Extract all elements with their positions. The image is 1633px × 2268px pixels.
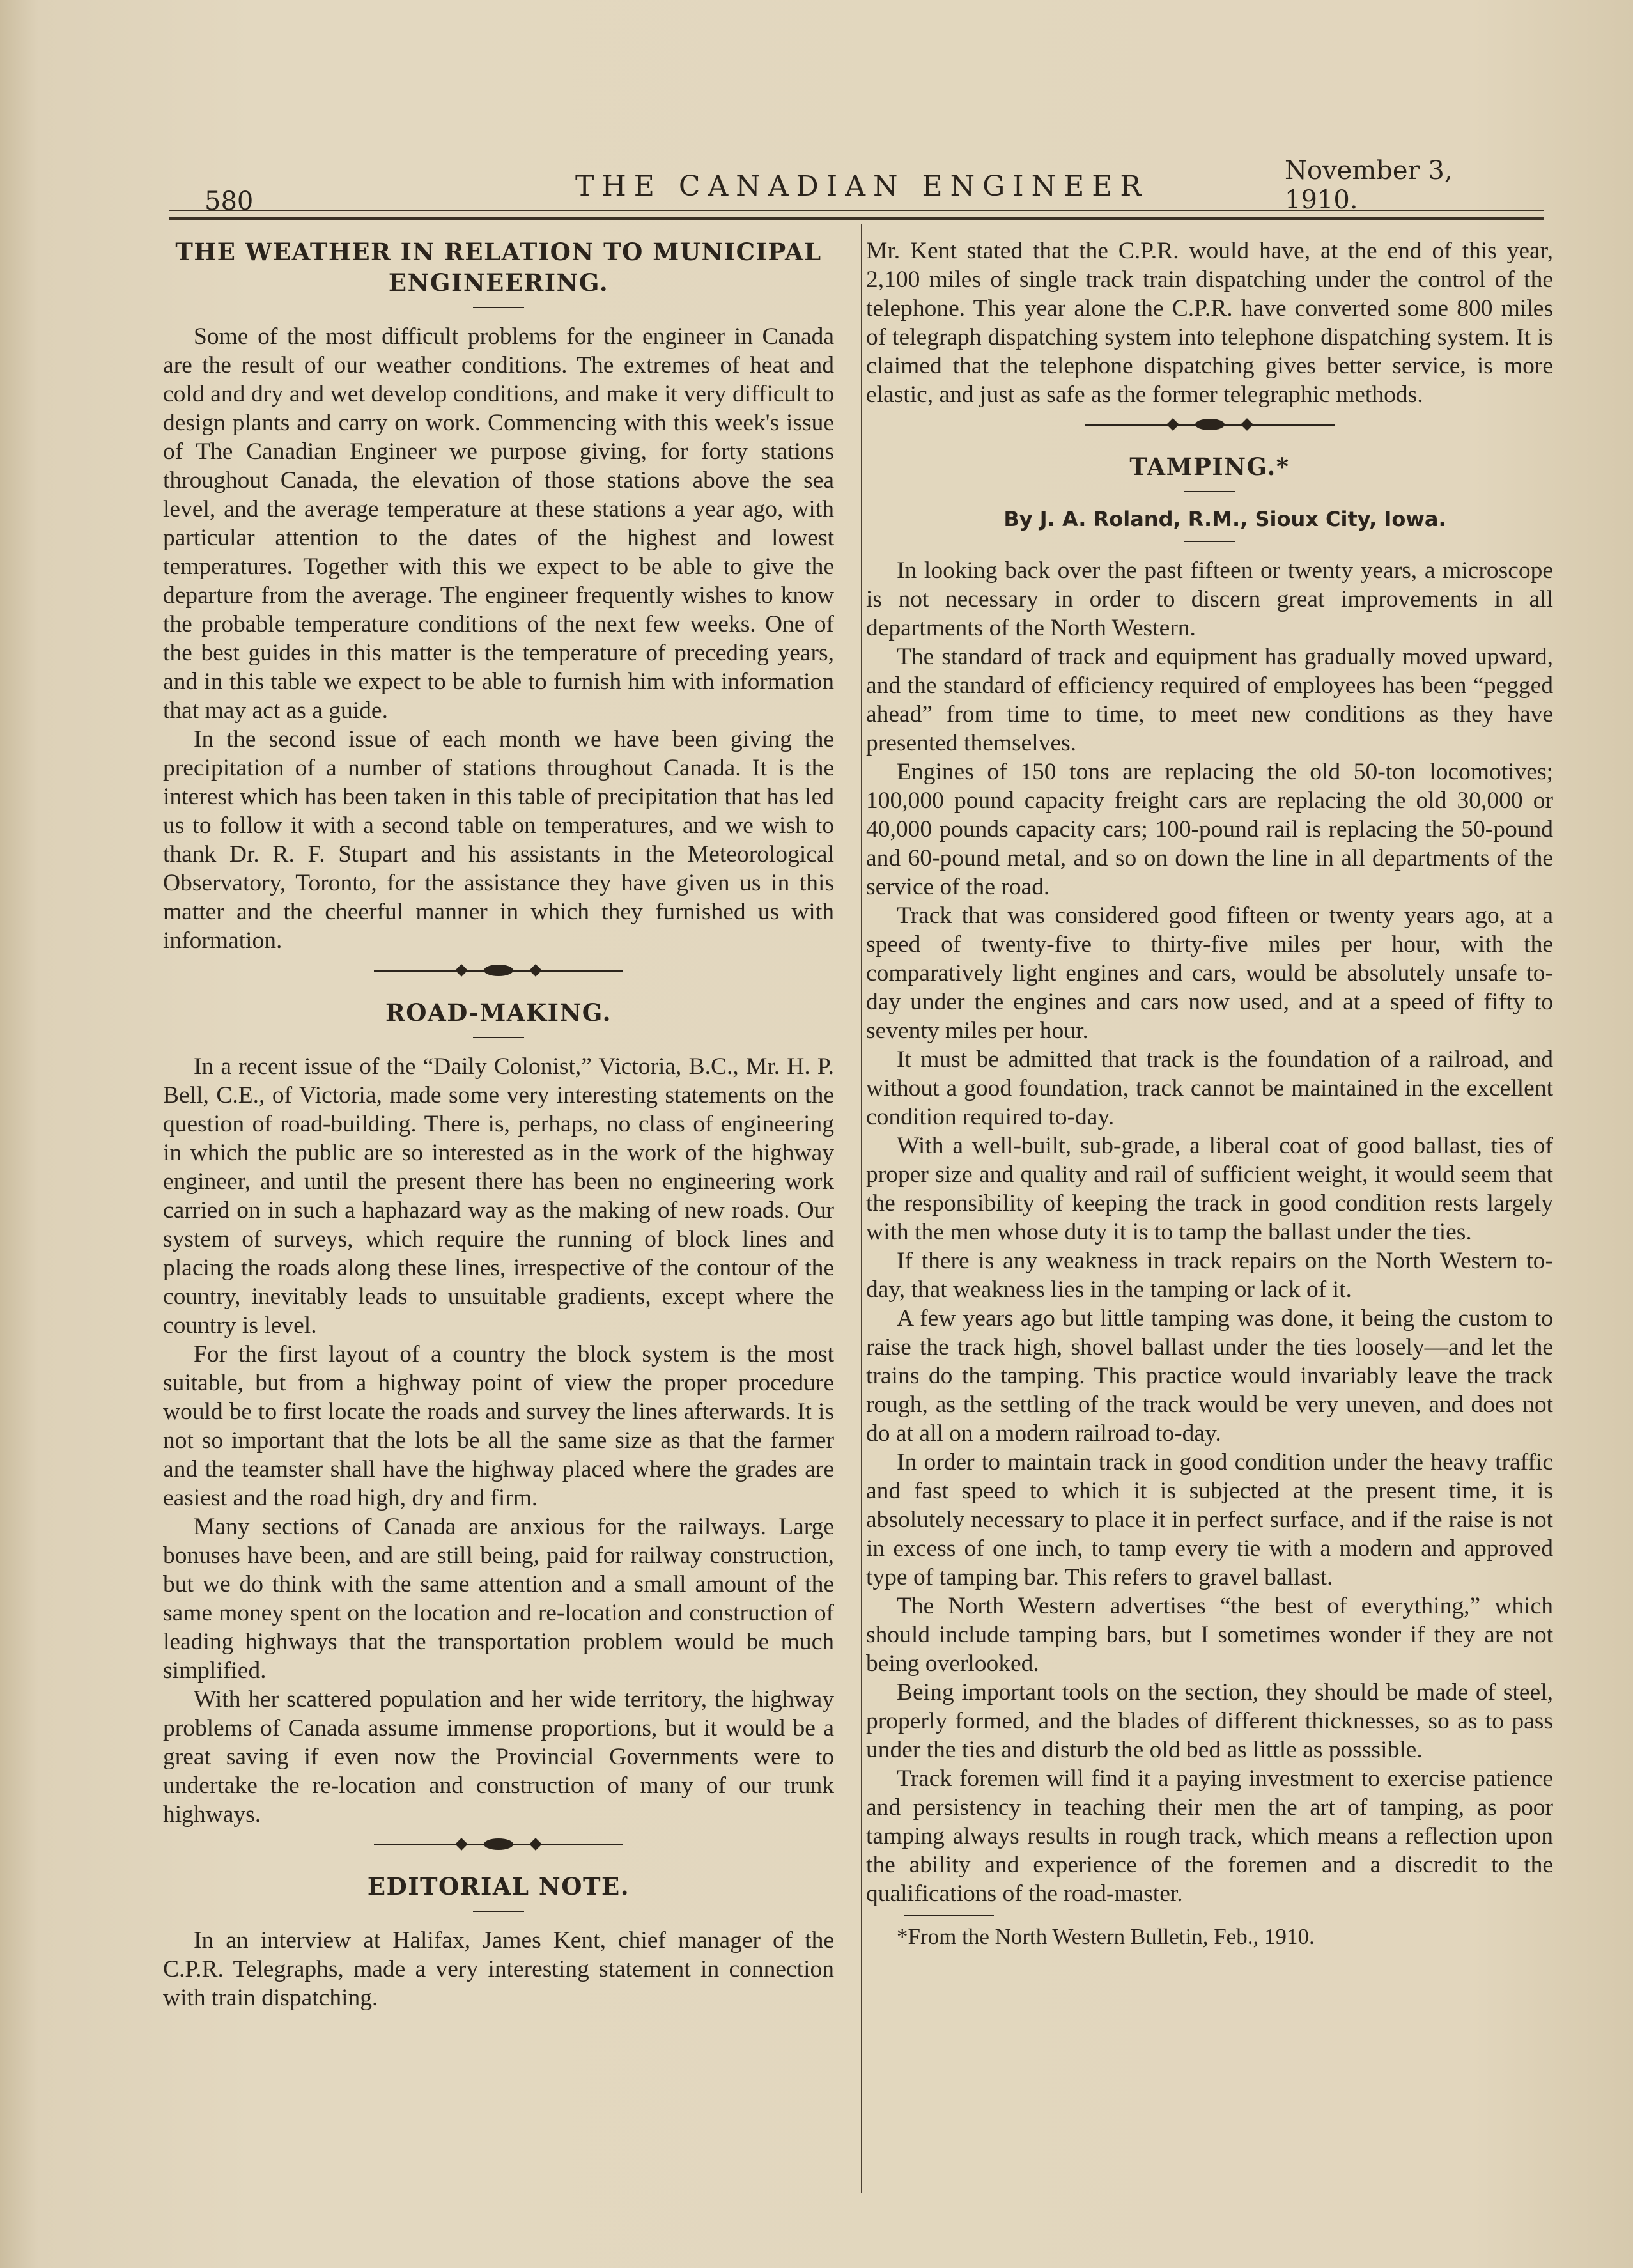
editorial-note-title: EDITORIAL NOTE. xyxy=(367,1872,630,1900)
road-making-paragraph: With her scattered population and her wide territory, the highway problems of Canada assume immense proportions, but it would be a great saving if even now the Provincial Governments were to undertake the re-location and construction of many of our trunk highways. xyxy=(163,1686,834,1828)
journal-title: THE CANADIAN ENGINEER xyxy=(575,170,1149,203)
page-number: 580 xyxy=(205,187,254,216)
page-header xyxy=(205,147,1515,217)
byline-rule xyxy=(1184,541,1235,542)
road-making-paragraph: For the first layout of a country the block system is the most suitable, but from a highway point of view the proper procedure would be to first locate the roads and survey the lines afterwards. It is not so important that the lots be all the same size as that the farmer and the teamster shall have the highway placed where the grades are easiest and the road high, dry and firm. xyxy=(163,1341,834,1511)
header-rule-thin xyxy=(169,210,1544,211)
tamping-paragraph: The North Western advertises “the best of everything,” which should include tamping bars, but I sometimes wonder if they are not being overlooked. xyxy=(866,1593,1553,1677)
section-ornament xyxy=(374,1835,623,1854)
tamping-paragraph: In order to maintain track in good condition under the heavy traffic and fast speed to which it is subjected at the present time, it is absolutely necessary to place it in perfect surface, and if the raise is not in excess of one inch, to tamp every tie with a modern and approved type of tamping bar. This refers to gravel ballast. xyxy=(866,1449,1553,1590)
tamping-paragraph: Track foremen will find it a paying investment to exercise patience and persistency in teaching their men the art of tamping, as poor tamping always results in rough track, which means a reflection upon the ability and experience of the foremen and a discredit to the qualifications of the road-master. xyxy=(866,1766,1553,1907)
editorial-paragraph: In an interview at Halifax, James Kent, chief manager of the C.P.R. Telegraphs, made a very interesting statement in connection with train dispatching. xyxy=(163,1927,834,2011)
road-making-paragraph: Many sections of Canada are anxious for the railways. Large bonuses have been, and are still being, paid for railway construction, but we do think with the same attention and a small amount of the same money spent on the location and re-location and construction of leading highways that the transportation problem would be much simplified. xyxy=(163,1514,834,1684)
tamping-paragraph: A few years ago but little tamping was done, it being the custom to raise the track high, shovel ballast under the ties loosely—and let the trains do the tamping. This practice would invariably leave the track rough, as the settling of the track would be very uneven, and does not do at all on a modern railroad to-day. xyxy=(866,1305,1553,1447)
tamping-paragraph: Engines of 150 tons are replacing the old 50-ton locomotives; 100,000 pound capacity freight cars are replacing the old 30,000 or 40,000 pounds capacity cars; 100-pound rail is replacing the 50-pound and 60-pound metal, and so on down the line in all departments of the service of the road. xyxy=(866,759,1553,900)
header-rule-thick xyxy=(169,217,1544,220)
left-column xyxy=(163,237,834,2012)
title-rule xyxy=(473,307,524,308)
title-rule xyxy=(1184,491,1235,492)
tamping-footnote: *From the North Western Bulletin, Feb., 1910. xyxy=(897,1924,1315,1949)
right-column xyxy=(866,237,1553,1951)
road-making-paragraph: In a recent issue of the “Daily Colonist,” Victoria, B.C., Mr. H. P. Bell, C.E., of Victoria, made some very interesting statements on the question of road-building. There is, perhaps, no class of engineering in which the public are so interested as in the work of the highway engineer, and until the present there has been no engineering work carried on in such a haphazard way as the making of new roads. Our system of surveys, which require the running of block lines and placing the roads along these lines, irrespective of the contour of the country, inevitably leads to unsuitable gradients, except where the country is level. xyxy=(163,1053,834,1339)
column-divider xyxy=(861,224,862,2193)
tamping-title: TAMPING.* xyxy=(1129,453,1290,481)
road-making-title: ROAD-MAKING. xyxy=(385,998,612,1027)
footnote-rule xyxy=(904,1915,994,1916)
tamping-paragraph: Being important tools on the section, they should be made of steel, properly formed, and the blades of different thicknesses, so as to pass under the ties and disturb the old bed as little as posssible. xyxy=(866,1679,1553,1763)
tamping-paragraph: If there is any weakness in track repairs on the North Western to-day, that weakness lies in the tamping or lack of it. xyxy=(866,1248,1553,1303)
editorial-paragraph-continued: Mr. Kent stated that the C.P.R. would have, at the end of this year, 2,100 miles of single track train dispatching under the control of the telephone. This year alone the C.P.R. have converted some 800 miles of telegraph dispatching system into telephone dispatching system. It is claimed that the telephone dispatching gives better service, is more elastic, and just as safe as the former telegraphic methods. xyxy=(866,238,1553,408)
tamping-paragraph: With a well-built, sub-grade, a liberal coat of good ballast, ties of proper size and quality and rail of sufficient weight, it would seem that the responsibility of keeping the track in good condition rests largely with the men whose duty it is to tamp the ballast under the ties. xyxy=(866,1133,1553,1245)
title-rule xyxy=(473,1037,524,1038)
section-ornament xyxy=(374,961,623,981)
tamping-paragraph: In looking back over the past fifteen or twenty years, a microscope is not necessary in order to discern great improvements in all departments of the North Western. xyxy=(866,557,1553,641)
tamping-byline: By J. A. Roland, R.M., Sioux City, Iowa. xyxy=(1003,507,1446,531)
title-rule xyxy=(473,1911,524,1912)
tamping-paragraph: Track that was considered good fifteen or twenty years ago, at a speed of twenty-five to thirty-five miles per hour, with the comparatively light engines and cars, would be absolutely unsafe to-day under the engines and cars now used, and at a speed of fifty to seventy miles per hour. xyxy=(866,903,1553,1044)
weather-paragraph: Some of the most difficult problems for the engineer in Canada are the result of our weather conditions. The extremes of heat and cold and dry and wet develop conditions, and make it very difficult to design plants and carry on work. Commencing with this week's issue of The Canadian Engineer we purpose giving, for forty stations throughout Canada, the elevation of those stations above the sea level, and the average temperature at these stations a year ago, with particular attention to the dates of the highest and lowest temperatures. Together with this we expect to be able to give the departure from the average. The engineer frequently wishes to know the probable temperature conditions of the next few weeks. One of the best guides in this matter is the temperature of preceding years, and in this table we expect to be able to furnish him with information that may act as a guide. xyxy=(163,323,834,724)
weather-paragraph: In the second issue of each month we have been giving the precipitation of a number of stations throughout Canada. It is the interest which has been taken in this table of precipitation that has led us to follow it with a second table on temperatures, and we wish to thank Dr. R. F. Stupart and his assistants in the Meteorological Observatory, Toronto, for the assistance they have given us in this matter and the cheerful manner in which they furnished us with information. xyxy=(163,726,834,954)
section-ornament xyxy=(1085,416,1335,435)
issue-date: November 3, 1910. xyxy=(1285,156,1453,215)
weather-article-title: THE WEATHER IN RELATION TO MUNICIPAL ENGINEERING. xyxy=(175,238,822,297)
tamping-paragraph: The standard of track and equipment has gradually moved upward, and the standard of efficiency required of employees has been “pegged ahead” from time to time, to meet new conditions as they have presented themselves. xyxy=(866,644,1553,756)
tamping-paragraph: It must be admitted that track is the foundation of a railroad, and without a good foundation, track cannot be maintained in the excellent condition required to-day. xyxy=(866,1046,1553,1130)
